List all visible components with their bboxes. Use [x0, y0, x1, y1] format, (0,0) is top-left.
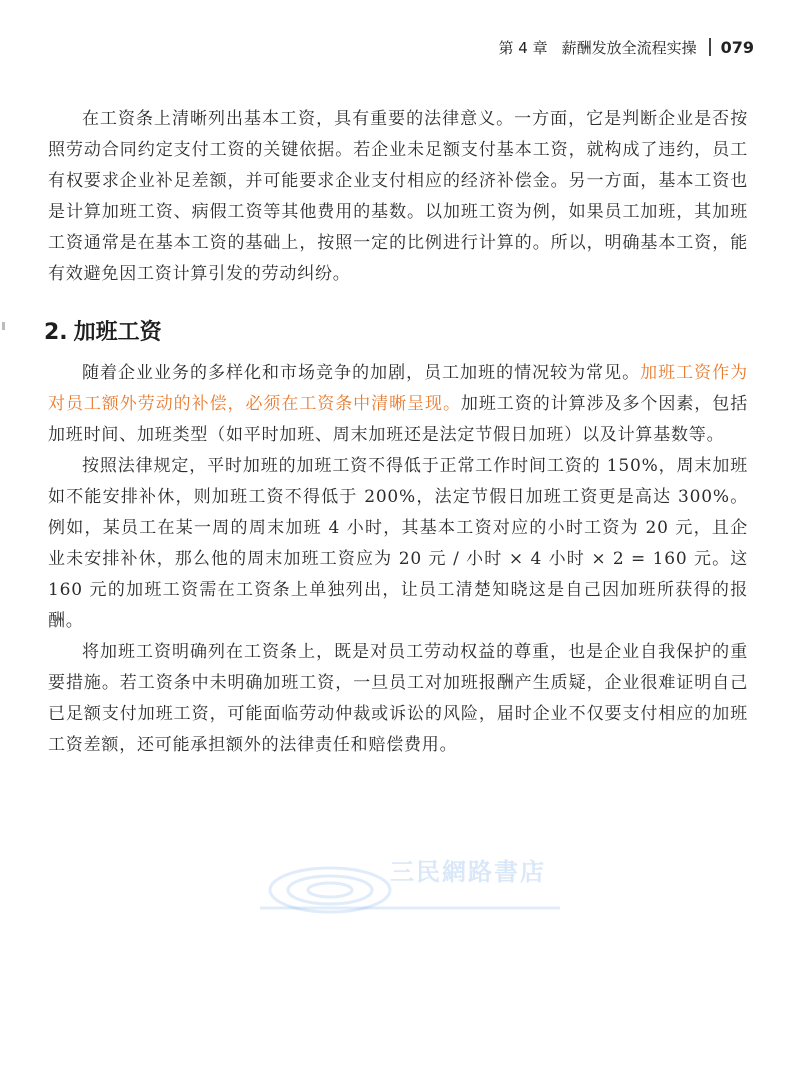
overtime-factors-text: 加班工资的计算涉及多个因素，包括加班时间、加班类型（如平时加班、周末加班还是法定节假日加班）以及计算基数等。 — [48, 394, 748, 445]
section-number: 2. — [44, 320, 68, 345]
paragraph-overtime-rates: 按照法律规定，平时加班的加班工资不得低于正常工作时间工资的 150%，周末加班如不能安排补休，则加班工资不得低于 200%，法定节假日加班工资更是高达 300%。例如，某员工在某一周的周末加班 4 小时，其基本工资对应的小时工资为 20 元，且企业未安排补休，那么他的周末加班工资应为 20 元 / 小时 × 4 小时 × 2 = 160 元。这 160 元的加班工资需在工资条上单独列出，让员工清楚知晓这是自己因加班所获得的报酬。 — [48, 456, 748, 631]
watermark-logo — [250, 850, 570, 920]
running-header — [498, 34, 754, 60]
paragraph-overtime-intro — [48, 358, 748, 451]
body-text — [44, 104, 748, 761]
chapter-title: 薪酬发放全流程实操 — [561, 38, 697, 57]
section-title: 加班工资 — [73, 320, 162, 345]
paragraph-overtime-protection: 将加班工资明确列在工资条上，既是对员工劳动权益的尊重，也是企业自我保护的重要措施。若工资条中未明确加班工资，一旦员工对加班报酬产生质疑，企业很难证明自己已足额支付加班工资，可能面临劳动仲裁或诉讼的风险，届时企业不仅要支付相应的加班工资差额，还可能承担额外的法律责任和赔偿费用。 — [48, 642, 748, 755]
paragraph-basic-wage-legal: 在工资条上清晰列出基本工资，具有重要的法律意义。一方面，它是判断企业是否按照劳动合同约定支付工资的关键依据。若企业未足额支付基本工资，就构成了违约，员工有权要求企业补足差额，并可能要求企业支付相应的经济补偿金。另一方面，基本工资也是计算加班工资、病假工资等其他费用的基数。以加班工资为例，如果员工加班，其加班工资通常是在基本工资的基础上，按照一定的比例进行计算的。所以，明确基本工资，能有效避免因工资计算引发的劳动纠纷。 — [48, 109, 748, 284]
highlighted-sentence: 加班工资作为对员工额外劳动的补偿，必须在工资条中清晰呈现。 — [48, 363, 748, 414]
header-divider — [709, 38, 711, 56]
overtime-intro-text: 随着企业业务的多样化和市场竞争的加剧，员工加班的情况较为常见。 — [82, 363, 641, 383]
page-number: 079 — [720, 37, 754, 57]
section-heading — [44, 316, 748, 350]
chapter-label: 第 4 章 — [498, 38, 548, 57]
watermark-text: 三民網路書店 — [390, 858, 546, 886]
watermark — [250, 850, 570, 920]
margin-mark — [2, 322, 5, 330]
